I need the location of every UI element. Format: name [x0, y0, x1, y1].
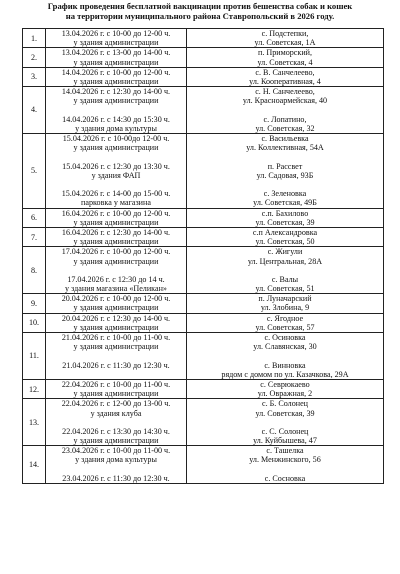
spacer — [46, 180, 186, 189]
schedule-line: у здания администрации — [73, 436, 159, 446]
schedule-line: 15.04.2026 г. с 12:30 до 13:30 ч. — [62, 161, 170, 171]
address-line: с. Винновка — [264, 360, 306, 370]
address-line: ул. Советская, 39 — [255, 408, 315, 418]
schedule-line: у здания администрации — [73, 38, 159, 48]
schedule-line: у здания администрации — [73, 389, 159, 399]
schedule-line: у здания дома культуры — [75, 455, 157, 465]
address-line: ул. Куйбышева, 47 — [253, 436, 317, 446]
address-line: ул. Овражная, 2 — [257, 389, 313, 399]
address-line: с. Жигули — [267, 247, 303, 257]
schedule-line: 17.04.2026 г. с 12:30 до 14 ч. — [67, 274, 165, 284]
schedule-line: у здания дома культуры — [75, 123, 157, 133]
date-time-cell — [46, 379, 187, 398]
address-line: с. Ягодное — [266, 313, 304, 323]
spacer — [46, 106, 186, 115]
address-line: с. Лопатино, — [263, 114, 307, 124]
table-row — [23, 333, 384, 380]
address-line: п. Приморский, — [257, 48, 313, 58]
schedule-line: у здания администрации — [73, 237, 159, 247]
schedule-line: 20.04.2026 г. с 10-00 до 12-00 ч. — [61, 294, 171, 304]
address-line: с. Н. Санчелеево, — [255, 87, 315, 97]
schedule-line: 17.04.2026 г. с 10-00 до 12-00 ч. — [61, 247, 171, 257]
schedule-line: 20.04.2026 г. с 12:30 до 14-00 ч. — [61, 313, 171, 323]
schedule-line: у здания клуба — [90, 408, 142, 418]
date-time-cell — [46, 399, 187, 446]
address-line: п. Рассвет — [267, 161, 303, 171]
date-time-cell — [46, 208, 187, 227]
row-number: 13. — [23, 399, 46, 446]
location-cell — [187, 48, 384, 67]
address-line: ул. Советская, 51 — [255, 284, 315, 294]
date-time-cell — [46, 333, 187, 380]
table-row — [23, 294, 384, 313]
address-line: ул. Советская, 39 — [255, 217, 315, 227]
location-cell — [187, 333, 384, 380]
schedule-line: 13.04.2026 г. с 10-00 до 12-00 ч. — [61, 29, 171, 38]
address-line: п. Луначарский — [258, 294, 312, 304]
location-cell — [187, 29, 384, 48]
row-number: 6. — [23, 208, 46, 227]
date-time-cell — [46, 313, 187, 332]
spacer — [187, 465, 383, 474]
table-row — [23, 48, 384, 67]
schedule-line: парковка у магазина — [81, 198, 151, 208]
address-line: ул. Коллективная, 54А — [246, 143, 324, 153]
title-line-1: График проведения бесплатной вакцинации против бешенства собак и кошек — [47, 1, 353, 11]
spacer — [187, 152, 383, 161]
schedule-line: у здания администрации — [73, 217, 159, 227]
address-line: с.п Александровка — [252, 227, 318, 237]
address-line: с. С. Солонец — [261, 426, 309, 436]
date-time-cell — [46, 446, 187, 484]
address-line: с. Валы — [271, 274, 299, 284]
schedule-line: 15.04.2026 г. с 14-00 до 15-00 ч. — [61, 189, 171, 199]
row-number: 14. — [23, 446, 46, 484]
schedule-line: 22.04.2026 г. с 13:30 до 14:30 ч. — [62, 426, 170, 436]
location-cell — [187, 379, 384, 398]
spacer — [46, 465, 186, 474]
address-line: с. Сосновка — [264, 473, 306, 483]
location-cell — [187, 208, 384, 227]
schedule-line: у здания администрации — [73, 76, 159, 86]
schedule-line: 16.04.2026 г. с 12:30 до 14-00 ч. — [61, 227, 171, 237]
table-row — [23, 208, 384, 227]
row-number: 2. — [23, 48, 46, 67]
table-row — [23, 87, 384, 134]
spacer — [46, 351, 186, 360]
address-line: ул. Злобина, 9 — [260, 303, 310, 313]
schedule-line: 22.04.2026 г. с 10-00 до 11-00 ч. — [61, 379, 171, 389]
schedule-line: 22.04.2026 г. с 12-00 до 13-00 ч. — [61, 399, 171, 409]
row-number: 10. — [23, 313, 46, 332]
address-line: рядом с домом по ул. Казачкова, 29А — [221, 369, 349, 379]
row-number: 8. — [23, 247, 46, 294]
table-row — [23, 446, 384, 484]
schedule-line: у здания администрации — [73, 303, 159, 313]
spacer — [187, 266, 383, 275]
row-number: 5. — [23, 134, 46, 209]
location-cell — [187, 446, 384, 484]
spacer — [46, 418, 186, 427]
address-line: с.п. Бахилово — [261, 208, 309, 218]
address-line: с. Васильевка — [261, 134, 309, 144]
spacer — [187, 418, 383, 427]
address-line: с. В. Санчелеево, — [255, 67, 315, 77]
address-line: с. Севрюкаево — [260, 379, 310, 389]
schedule-line: 21.04.2026 г. с 11:30 до 12:30 ч. — [62, 360, 170, 370]
table-row — [23, 379, 384, 398]
schedule-line: 16.04.2026 г. с 10-00 до 12-00 ч. — [61, 208, 171, 218]
spacer — [187, 180, 383, 189]
location-cell — [187, 134, 384, 209]
address-line: ул. Советская, 49Б — [253, 198, 317, 208]
table-row — [23, 227, 384, 246]
address-line: ул. Советская, 50 — [255, 237, 315, 247]
address-line: ул. Славянская, 30 — [253, 342, 317, 352]
address-line: ул. Советская, 57 — [255, 322, 315, 332]
address-line: с. Подстепки, — [261, 29, 309, 38]
schedule-line: 13.04.2026 г. с 13-00 до 14-00 ч. — [61, 48, 171, 58]
date-time-cell — [46, 294, 187, 313]
row-number: 3. — [23, 67, 46, 86]
address-line: с. Зеленовка — [263, 189, 307, 199]
table-row — [23, 399, 384, 446]
schedule-line: у здания администрации — [73, 322, 159, 332]
schedule-line: у здания администрации — [73, 143, 159, 153]
date-time-cell — [46, 29, 187, 48]
row-number: 7. — [23, 227, 46, 246]
location-cell — [187, 294, 384, 313]
location-cell — [187, 399, 384, 446]
address-line: ул. Советская, 4 — [257, 57, 313, 67]
schedule-line: у здания администрации — [73, 57, 159, 67]
schedule-line: 14.04.2026 г. с 10-00 до 12-00 ч. — [61, 67, 171, 77]
schedule-line: 23.04.2026 г. с 10-00 до 11-00 ч. — [61, 446, 171, 456]
table-row — [23, 67, 384, 86]
row-number: 12. — [23, 379, 46, 398]
location-cell — [187, 87, 384, 134]
address-line: ул. Советская, 32 — [255, 123, 315, 133]
row-number: 11. — [23, 333, 46, 380]
spacer — [46, 266, 186, 275]
address-line: ул. Советская, 1А — [254, 38, 316, 48]
schedule-line: у здания ФАП — [91, 170, 141, 180]
row-number: 9. — [23, 294, 46, 313]
address-line: с. Ташелка — [266, 446, 304, 456]
location-cell — [187, 313, 384, 332]
date-time-cell — [46, 134, 187, 209]
address-line: ул. Садовая, 93Б — [256, 170, 314, 180]
row-number: 1. — [23, 29, 46, 48]
schedule-table — [22, 28, 384, 484]
date-time-cell — [46, 48, 187, 67]
address-line: с. Б. Солонец — [261, 399, 308, 409]
address-line: с. Осиновка — [264, 333, 306, 342]
table-row — [23, 134, 384, 209]
table-row — [23, 247, 384, 294]
date-time-cell — [46, 247, 187, 294]
schedule-line: 21.04.2026 г. с 10-00 до 11-00 ч. — [61, 333, 171, 342]
spacer — [187, 351, 383, 360]
address-line: ул. Центральная, 28А — [247, 256, 323, 266]
spacer — [46, 152, 186, 161]
table-row — [23, 29, 384, 48]
row-number: 4. — [23, 87, 46, 134]
schedule-line: 15.04.2026 г. с 10-00до 12-00 ч. — [62, 134, 170, 144]
document-title — [0, 0, 400, 21]
spacer — [187, 106, 383, 115]
schedule-line: у здания администрации — [73, 342, 159, 352]
spacer — [46, 370, 186, 379]
table-row — [23, 313, 384, 332]
address-line: ул. Менжинского, 56 — [249, 455, 321, 465]
address-line: ул. Красноармейская, 40 — [242, 96, 328, 106]
location-cell — [187, 227, 384, 246]
schedule-line: у здания администрации — [73, 96, 159, 106]
location-cell — [187, 67, 384, 86]
date-time-cell — [46, 87, 187, 134]
date-time-cell — [46, 227, 187, 246]
title-line-2: на территории муниципального района Ставропольский в 2026 году. — [65, 11, 335, 21]
schedule-line: 14.04.2026 г. с 12:30 до 14-00 ч. — [61, 87, 171, 97]
address-line: ул. Кооперативная, 4 — [249, 76, 321, 86]
schedule-line: 14.04.2026 г. с 14:30 до 15:30 ч. — [62, 114, 170, 124]
schedule-line: 23.04.2026 г. с 11:30 до 12:30 ч. — [62, 473, 170, 483]
location-cell — [187, 247, 384, 294]
schedule-line: у здания администрации — [73, 256, 159, 266]
date-time-cell — [46, 67, 187, 86]
schedule-line: у здания магазина «Пеликан» — [65, 284, 167, 294]
